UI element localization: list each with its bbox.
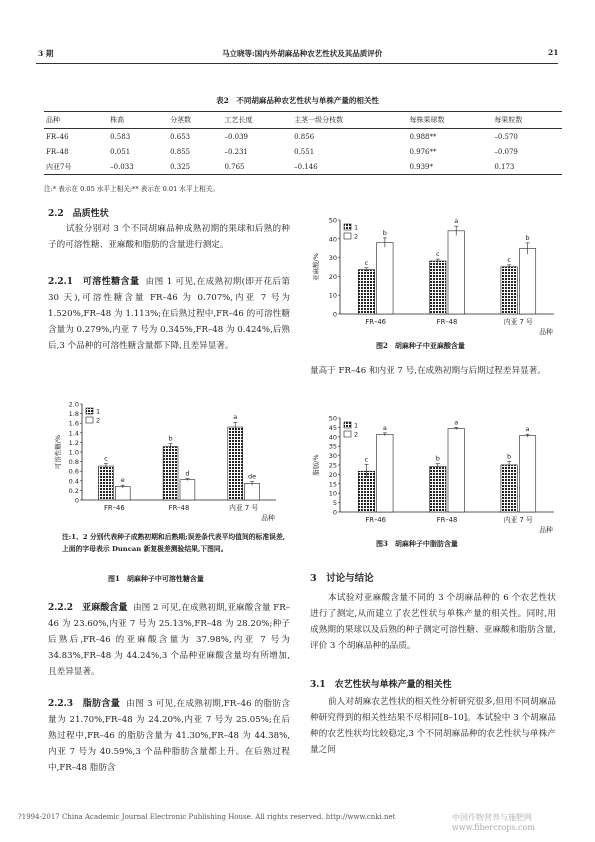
fig2-bar-s0-1 xyxy=(430,261,446,314)
fig3-letter-s1-1: a xyxy=(454,418,459,427)
fig3-letter-s1-2: a xyxy=(525,425,530,434)
fig3-bar-s0-1 xyxy=(430,467,446,512)
fig3-letter-s0-0: c xyxy=(364,455,369,464)
fig1-bar-s0-2 xyxy=(228,427,243,500)
paragraph-fat xyxy=(48,696,290,776)
paragraph-linolenic-cont: 量高于 FR–46 和内亚 7 号,在成熟初期与后期过程差异显著。 xyxy=(310,366,546,376)
table2-cell-0-4: 0.856 xyxy=(294,132,315,141)
fig2-ytick-label: 30 xyxy=(328,254,337,263)
table2-cell-2-3: 0.765 xyxy=(222,159,292,175)
fig2-letter-s1-0: b xyxy=(382,228,387,237)
fig3-letter-s0-1: b xyxy=(435,454,440,463)
table2-cell-2-5: 0.939* xyxy=(407,159,492,175)
fig3-xlabel: 品种 xyxy=(539,526,553,534)
footer-watermark: 中国作物营养与施肥网 www.fibercrops.com xyxy=(452,813,535,832)
fig1-bar-s1-2 xyxy=(245,483,260,500)
figure-3-caption: 图3 胡麻种子中脂肪含量 xyxy=(376,539,458,548)
table2-header-2: 分茎数 xyxy=(168,112,222,129)
fig2-bar-s0-0 xyxy=(358,270,374,314)
fig1-letter-s0-0: c xyxy=(104,454,108,463)
table2-cell-2-6: 0.173 xyxy=(492,159,562,175)
fig3-legend-swatch-1 xyxy=(344,431,351,437)
fig3-bar-s1-1 xyxy=(448,429,464,512)
figure-2-caption: 图2 胡麻种子中亚麻酸含量 xyxy=(376,341,465,350)
figure-1-caption: 图1 胡麻种子中可溶性糖含量 xyxy=(108,574,204,583)
fig3-xtick-label-2: 内亚 7 号 xyxy=(503,516,533,524)
paragraph-linolenic-text: 由图 2 可见,在成熟初期,亚麻酸含量 FR–46 为 23.60%,内亚 7 号为 25.13%,FR–48 为 28.20%;种子后熟后,FR–46 的亚麻酸含量为 37.98%,内亚 7 号为 34.83%,FR–48 为 44.24%,3 个品种亚麻酸含量均有所增加,且差异显著。 xyxy=(48,603,291,677)
table2 xyxy=(44,111,562,175)
fig3-bar-s0-2 xyxy=(501,465,517,512)
fig1-letter-s0-2: a xyxy=(233,413,238,422)
footer-copyright: ?1994-2017 China Academic Journal Electronic Publishing House. All rights reserved. http://www.cnki.net xyxy=(18,813,396,821)
fig3-legend-label-1: 2 xyxy=(354,430,359,439)
table2-cell-1-2: 0.855 xyxy=(170,147,191,156)
table2-header-1: 株高 xyxy=(108,112,168,129)
fig1-ytick-label: 0 xyxy=(74,496,79,505)
fig1-legend-label-0: 1 xyxy=(96,407,101,416)
fig1-bar-s1-0 xyxy=(115,487,130,500)
table-row xyxy=(44,129,562,145)
fig1-xtick-label-0: FR–46 xyxy=(103,504,125,512)
fig2-bar-s1-1 xyxy=(448,231,464,314)
fig1-xtick-label-1: FR–48 xyxy=(168,504,190,512)
table2-cell-2-4: –0.146 xyxy=(292,159,407,175)
fig1-letter-s0-1: b xyxy=(168,434,173,443)
table2-cell-0-2: 0.653 xyxy=(170,132,191,141)
fig1-legend-swatch-0 xyxy=(86,408,93,414)
fig3-ytick-label: 0 xyxy=(332,508,337,517)
figure-1-note: 注:1、2 分别代表种子成熟初期和后熟期;误差条代表平均值间的标准误差,上面的字母表示 Duncan 新复极差测验结果,下图同。 xyxy=(62,533,286,553)
fig2-bar-s0-2 xyxy=(501,267,517,314)
fig2-letter-s0-1: c xyxy=(436,250,440,259)
paragraph-discussion: 本试验对亚麻酸含量不同的 3 个胡麻品种的 6 个农艺性状进行了测定,从而建立了农艺性状与单株产量的相关性。同时,用成熟期的果球以及后熟的种子测定可溶性糖、亚麻酸和脂肪含量,评价 3 个胡麻品种的品质。 xyxy=(310,593,556,651)
fig1-ytick-label: 1.4 xyxy=(68,429,79,438)
fig2-xtick-label-0: FR–46 xyxy=(365,318,387,326)
fig3-bar-s1-2 xyxy=(519,436,535,512)
fig1-letter-s1-2: de xyxy=(248,472,257,481)
fig2-legend-label-1: 2 xyxy=(354,232,359,241)
fig2-legend-swatch-1 xyxy=(344,233,351,239)
fig2-letter-s0-0: c xyxy=(364,258,369,267)
fig3-ylabel: 脂肪/% xyxy=(312,454,320,476)
header-title: 马立晓等:国内外胡麻品种农艺性状及其品质评价 xyxy=(222,49,383,58)
fig2-ylabel: 亚麻酸/% xyxy=(312,253,320,281)
figure-3-chart xyxy=(304,410,564,538)
fig1-ytick-label: 1.0 xyxy=(68,448,79,457)
fig1-bar-s1-1 xyxy=(180,480,195,500)
paragraph-linolenic xyxy=(48,600,290,680)
fig1-ytick-label: 1.2 xyxy=(68,438,79,447)
table2-cell-0-0: FR–46 xyxy=(46,132,69,141)
fig1-xlabel: 品种 xyxy=(261,514,275,522)
fig2-xlabel: 品种 xyxy=(539,328,553,336)
fig1-ytick-label: 0.8 xyxy=(68,458,79,467)
section-2-2-title: 2.2 品质性状 xyxy=(48,209,109,219)
fig2-letter-s1-2: b xyxy=(525,233,530,242)
fig3-letter-s1-0: a xyxy=(382,423,387,432)
fig3-legend-label-0: 1 xyxy=(354,421,359,430)
table2-cell-2-0: 内亚7号 xyxy=(44,159,108,175)
fig3-ytick-label: 5 xyxy=(332,499,337,508)
table2-header-3: 工艺长度 xyxy=(222,112,292,129)
fig1-ytick-label: 2.0 xyxy=(68,400,79,409)
fig1-legend-swatch-1 xyxy=(86,417,93,423)
fig3-xtick-label-1: FR–48 xyxy=(436,516,458,524)
fig2-letter-s1-1: a xyxy=(454,217,459,226)
fig3-legend-swatch-0 xyxy=(344,422,351,428)
fig3-ytick-label: 15 xyxy=(328,480,337,489)
fig3-ytick-label: 35 xyxy=(328,442,337,451)
table2-header-4: 主茎一级分枝数 xyxy=(292,112,407,129)
table-row xyxy=(44,144,562,159)
fig1-ylabel: 可溶性糖/% xyxy=(54,434,62,470)
fig1-bar-s0-1 xyxy=(163,447,178,500)
table2-note: 注:* 表示在 0.05 水平上相关;** 表示在 0.01 水平上相关。 xyxy=(44,185,219,193)
section-3-title: 3 讨论与结论 xyxy=(310,573,374,584)
paragraph-sugar-text: 由图 1 可见,在成熟初期(即开花后第 30 天),可溶性糖含量 FR–46 为 0.707%,内亚 7 号为 1.520%,FR–48 为 1.113%;在后熟过程中,FR–46 的可溶性糖含量为 0.279%,内亚 7 号为 0.345%,FR–48 为 0.424%,后熟后,3 个品种的可溶性糖含量都下降,且差异显著。 xyxy=(48,277,290,351)
header-issue: 3 期 xyxy=(38,49,54,58)
fig3-ytick-label: 10 xyxy=(328,489,337,498)
fig3-bar-s1-0 xyxy=(377,434,393,512)
section-2-2-3-title: 2.2.3 脂肪含量 xyxy=(48,699,121,709)
table2-cell-1-4: 0.551 xyxy=(294,147,315,156)
fig2-legend-label-0: 1 xyxy=(354,223,359,232)
fig2-ytick-label: 0 xyxy=(332,310,337,319)
fig1-letter-s1-0: e xyxy=(120,476,125,485)
fig2-xtick-label-2: 内亚 7 号 xyxy=(503,318,533,326)
table2-cell-0-3: –0.039 xyxy=(224,132,249,141)
fig3-ytick-label: 45 xyxy=(328,423,337,432)
fig2-letter-s0-2: c xyxy=(507,255,511,264)
table2-cell-1-6: –0.079 xyxy=(494,147,518,156)
fig2-bar-s1-0 xyxy=(377,243,393,314)
table2-cell-2-1: –0.033 xyxy=(108,159,168,175)
fig1-legend-label-1: 2 xyxy=(96,416,101,425)
fig3-ytick-label: 25 xyxy=(328,461,337,470)
fig2-xtick-label-1: FR–48 xyxy=(436,318,458,326)
paragraph-fat-text: 由图 3 可见,在成熟初期,FR–46 的脂肪含量为 21.70%,FR–48 为 24.20%,内亚 7 号为 25.05%;在后熟过程中,FR–46 的脂肪含量为 41.30%,FR–48 为 44.38%,内亚 7 号为 40.59%,3 个品种脂肪含量都上升。在后熟过程中,FR–48 脂肪含 xyxy=(48,699,291,773)
header-rule xyxy=(36,63,558,64)
table2-cell-1-5: 0.976** xyxy=(409,147,437,156)
table2-header-5: 每株果球数 xyxy=(407,112,492,129)
table2-cell-1-0: FR–48 xyxy=(46,147,69,156)
fig2-ytick-label: 40 xyxy=(328,235,337,244)
section-2-2-1-title: 2.2.1 可溶性糖含量 xyxy=(48,277,140,287)
table2-cell-0-6: –0.570 xyxy=(494,132,518,141)
fig2-ytick-label: 10 xyxy=(328,291,337,300)
table2-caption: 表2 不同胡麻品种农艺性状与单株产量的相关性 xyxy=(216,96,379,105)
fig2-bar-s1-2 xyxy=(519,249,535,314)
table2-cell-2-2: 0.325 xyxy=(168,159,222,175)
fig3-ytick-label: 50 xyxy=(328,414,337,423)
fig3-ytick-label: 30 xyxy=(328,452,337,461)
fig3-ytick-label: 20 xyxy=(328,470,337,479)
fig1-ytick-label: 0.6 xyxy=(68,467,79,476)
fig1-ytick-label: 1.6 xyxy=(68,419,79,428)
section-3-1-title: 3.1 农艺性状与单株产量的相关性 xyxy=(310,680,452,690)
fig2-ytick-label: 50 xyxy=(328,216,337,225)
paragraph-sugar xyxy=(48,274,290,354)
fig3-ytick-label: 40 xyxy=(328,433,337,442)
table2-cell-0-1: 0.583 xyxy=(110,132,131,141)
fig3-letter-s0-2: b xyxy=(507,452,512,461)
fig1-bar-s0-0 xyxy=(98,466,113,500)
fig1-letter-s1-1: d xyxy=(185,469,190,478)
table2-cell-1-3: –0.231 xyxy=(224,147,249,156)
fig3-xtick-label-0: FR–46 xyxy=(365,516,387,524)
section-2-2-2-title: 2.2.2 亚麻酸含量 xyxy=(48,603,128,613)
fig1-ytick-label: 0.4 xyxy=(68,477,79,486)
figure-1-chart xyxy=(46,398,286,532)
fig1-ytick-label: 1.8 xyxy=(68,410,79,419)
table2-cell-1-1: 0.051 xyxy=(110,147,131,156)
figure-2-chart xyxy=(304,212,564,340)
paragraph-quality: 试验分别对 3 个不同胡麻品种成熟初期的果球和后熟的种子的可溶性糖、亚麻酸和脂肪的含量进行测定。 xyxy=(48,224,290,250)
fig1-xtick-label-2: 内亚 7 号 xyxy=(229,504,259,512)
paragraph-correlation: 前人对胡麻农艺性状的相关性分析研究很多,但用不同胡麻品种研究得到的相关性结果不尽相同[8–10]。本试验中 3 个胡麻品种的农艺性状均比较稳定,3 个不同胡麻品种的农艺性状与单株产量之间 xyxy=(310,697,556,755)
table2-cell-0-5: 0.988** xyxy=(409,132,437,141)
table2-header-0: 品种 xyxy=(44,112,108,129)
table2-header-6: 每果粒数 xyxy=(492,112,562,129)
fig2-ytick-label: 20 xyxy=(328,272,337,281)
fig2-legend-swatch-0 xyxy=(344,224,351,230)
header-page: 21 xyxy=(548,48,559,57)
table-row xyxy=(44,159,562,175)
fig1-ytick-label: 0.2 xyxy=(68,486,79,495)
